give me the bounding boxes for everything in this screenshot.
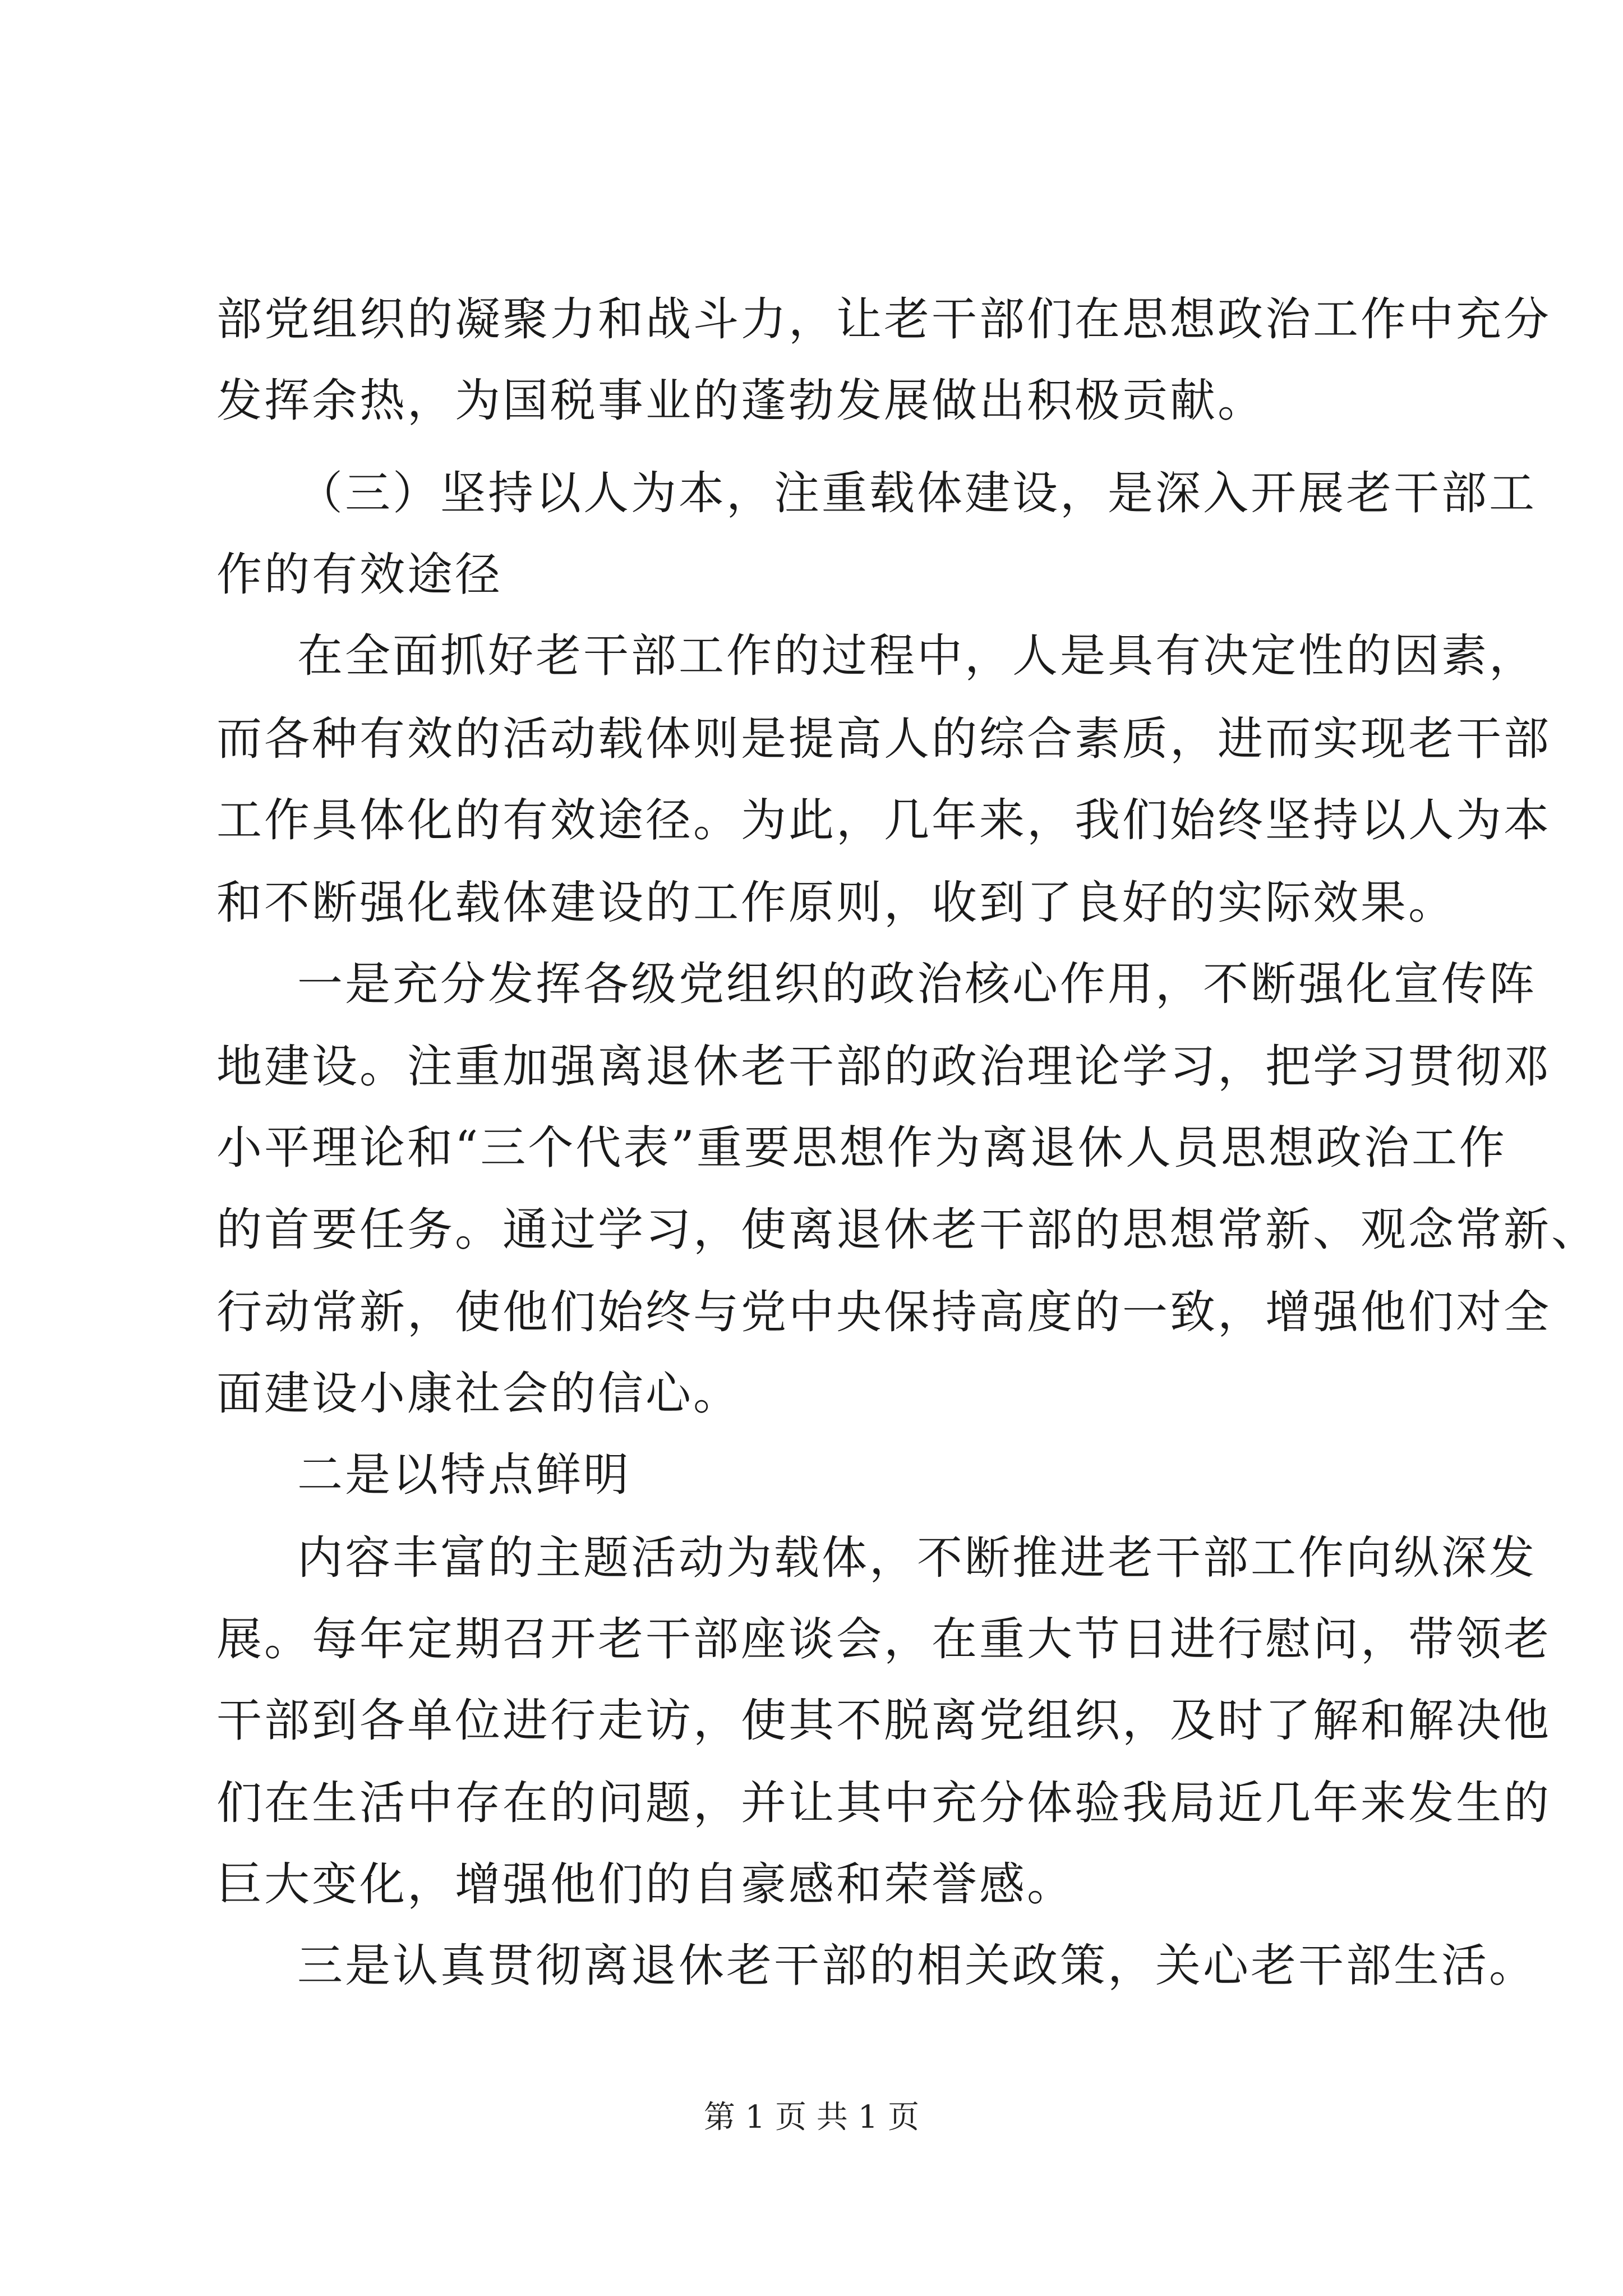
text-line: 二是以特点鲜明 xyxy=(297,1449,631,1502)
text-line: 地建设。注重加强离退休老干部的政治理论学习，把学习贯彻邓 xyxy=(216,1041,1552,1093)
text-line: 巨大变化，增强他们的自豪感和荣誉感。 xyxy=(216,1858,1075,1911)
page-footer: 第 1 页 共 1 页 xyxy=(703,2099,920,2136)
text-line: 们在生活中存在的问题，并让其中充分体验我局近几年来发生的 xyxy=(216,1777,1552,1830)
text-line: 而各种有效的活动载体则是提高人的综合素质，进而实现老干部 xyxy=(216,713,1552,766)
text-line: 发挥余热，为国税事业的蓬勃发展做出积极贡献。 xyxy=(216,375,1266,427)
text-line: 干部到各单位进行走访，使其不脱离党组织，及时了解和解决他 xyxy=(216,1695,1552,1747)
text-line: 的首要任务。通过学习，使离退休老干部的思想常新、观念常新、 xyxy=(216,1204,1599,1257)
text-line: 面建设小康社会的信心。 xyxy=(216,1368,741,1420)
section-heading: 作的有效途径 xyxy=(216,549,503,601)
text-line: 展。每年定期召开老干部座谈会，在重大节日进行慰问，带领老 xyxy=(216,1613,1552,1666)
text-line: 内容丰富的主题活动为载体，不断推进老干部工作向纵深发 xyxy=(297,1532,1537,1585)
text-line: 在全面抓好老干部工作的过程中，人是具有决定性的因素， xyxy=(297,630,1537,683)
text-line: 小平理论和“三个代表”重要思想作为离退休人员思想政治工作 xyxy=(216,1122,1507,1175)
text-line: 和不断强化载体建设的工作原则，收到了良好的实际效果。 xyxy=(216,877,1456,930)
text-line: 工作具体化的有效途径。为此，几年来，我们始终坚持以人为本 xyxy=(216,794,1552,847)
text-line: 三是认真贯彻离退休老干部的相关政策，关心老干部生活。 xyxy=(297,1940,1537,1993)
text-line: 一是充分发挥各级党组织的政治核心作用，不断强化宣传阵 xyxy=(297,958,1537,1011)
text-line: 部党组织的凝聚力和战斗力，让老干部们在思想政治工作中充分 xyxy=(216,293,1552,346)
text-line: 行动常新，使他们始终与党中央保持高度的一致，增强他们对全 xyxy=(216,1286,1552,1339)
section-heading: （三）坚持以人为本，注重载体建设，是深入开展老干部工 xyxy=(297,467,1537,520)
